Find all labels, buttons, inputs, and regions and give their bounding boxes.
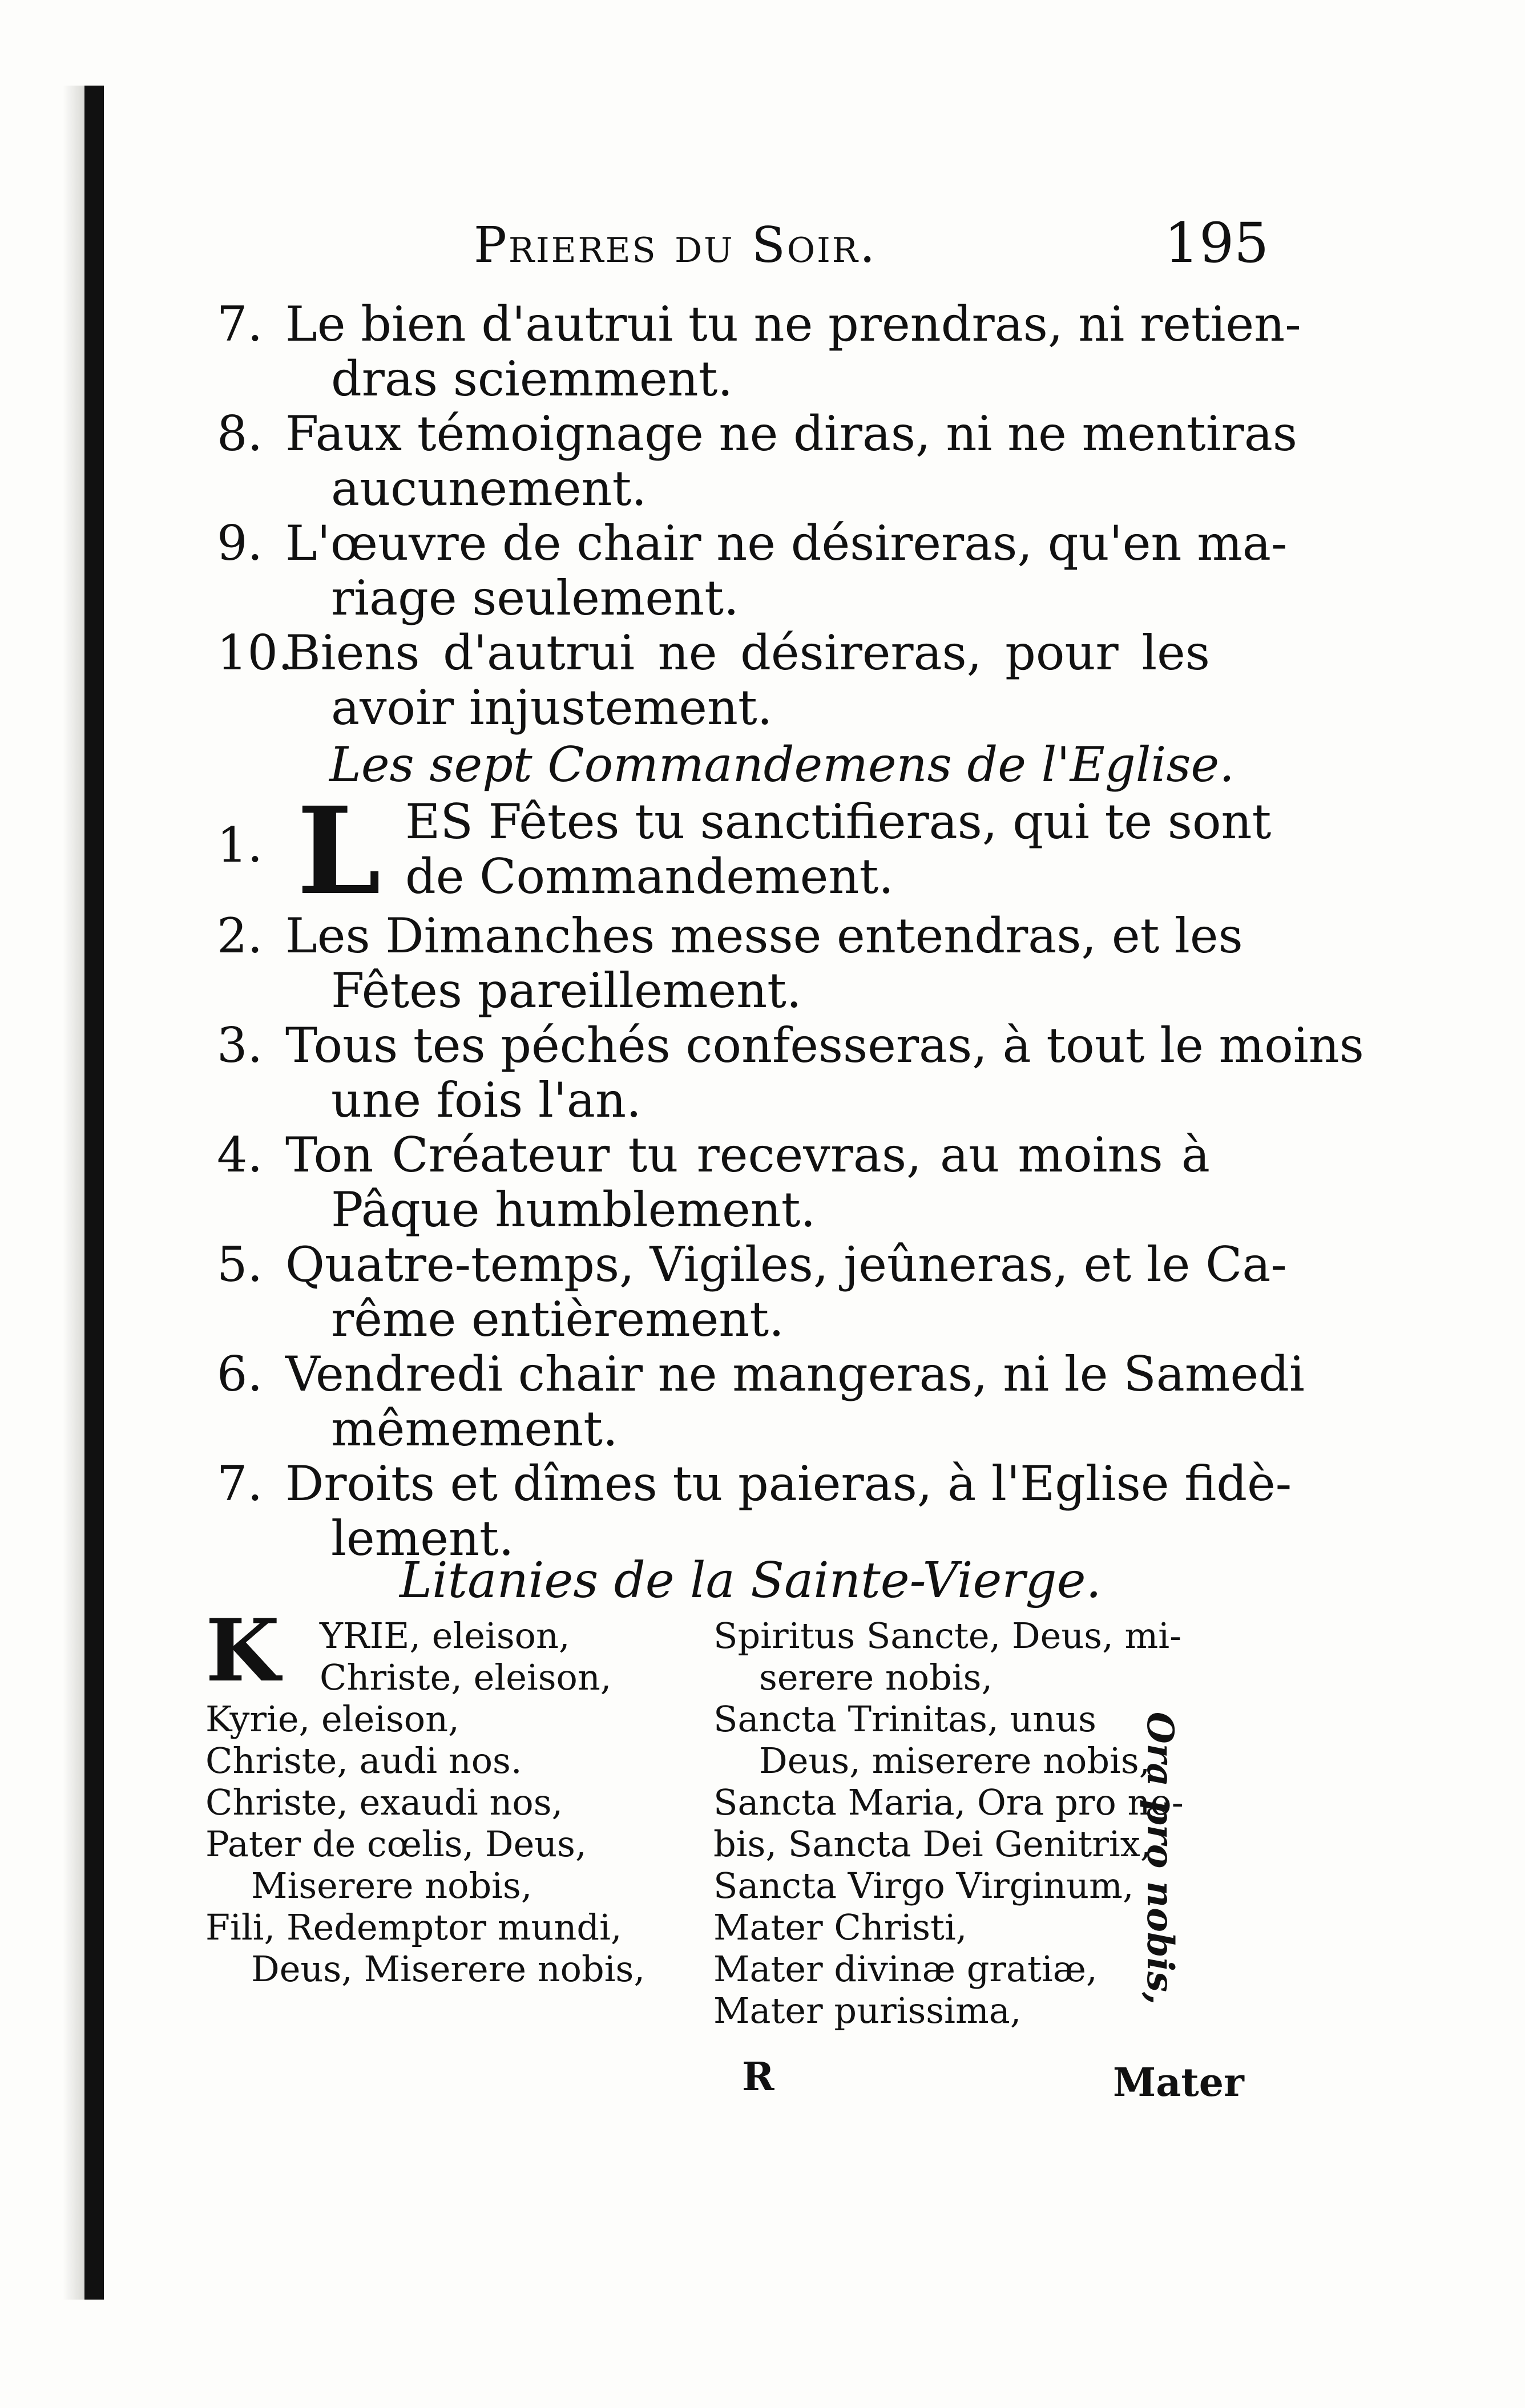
page-number: 195	[1164, 211, 1269, 275]
main-text	[217, 296, 1364, 1566]
item-line: Vendredi chair ne mangeras, ni le Samedi	[285, 1346, 1305, 1402]
litany-line: Miserere nobis,	[251, 1865, 532, 1906]
item-number: 3.	[217, 1017, 263, 1073]
commandment-item	[217, 908, 1244, 1018]
commandment-item	[217, 1237, 1287, 1347]
binding-edge	[84, 86, 104, 2300]
item-number: 4.	[217, 1127, 263, 1183]
item-number: 1.	[217, 817, 263, 873]
item-line: Ton Créateur tu recevras, au moins à	[285, 1127, 1210, 1183]
item-line: Droits et dîmes tu paieras, à l'Eglise fidè-	[285, 1456, 1292, 1512]
drop-cap: L	[297, 781, 381, 922]
litany-line: Sancta Virgo Virginum,	[713, 1865, 1134, 1906]
litany-line: Mater divinæ gratiæ,	[713, 1948, 1098, 1990]
section-heading: Les sept Commandemens de l'Eglise.	[329, 737, 1234, 793]
item-line: Biens d'autrui ne désireras, pour les	[285, 625, 1210, 681]
item-continuation: Fêtes pareillement.	[331, 963, 802, 1019]
commandment-item	[217, 406, 1298, 516]
litany-line: Deus, miserere nobis,	[759, 1740, 1151, 1781]
commandment-item	[217, 1346, 1305, 1457]
litany-line: bis, Sancta Dei Genitrix,	[713, 1823, 1152, 1865]
litany-line: Mater Christi,	[713, 1906, 967, 1948]
item-line: Les Dimanches messe entendras, et les	[285, 908, 1243, 964]
kyrie-block	[205, 1601, 696, 1701]
item-continuation: lement.	[331, 1510, 514, 1566]
item-line: ES Fêtes tu sanctifieras, qui te sont	[405, 794, 1272, 850]
item-number: 9.	[217, 515, 263, 571]
item-line: Quatre-temps, Vigiles, jeûneras, et le Ca-	[285, 1237, 1287, 1292]
item-continuation: avoir injustement.	[331, 680, 773, 736]
item-continuation: riage seulement.	[331, 570, 739, 626]
litany-line: Kyrie, eleison,	[205, 1698, 459, 1740]
litanies-heading: Litanies de la Sainte-Vierge.	[400, 1552, 1102, 1609]
litany-line: YRIE, eleison,	[320, 1615, 570, 1656]
item-line: Faux témoignage ne diras, ni ne mentiras	[285, 406, 1298, 462]
item-continuation: aucunement.	[331, 460, 647, 516]
commandment-item	[217, 1128, 1244, 1237]
commandment-item	[217, 781, 1272, 922]
item-continuation: une fois l'an.	[331, 1072, 642, 1128]
litany-line: serere nobis,	[759, 1656, 993, 1698]
drop-cap: K	[205, 1601, 280, 1701]
litany-left-column	[205, 1601, 696, 1990]
litany-line: Spiritus Sancte, Deus, mi-	[713, 1615, 1182, 1656]
response-side-text: Ora pro nobis,	[1139, 1712, 1181, 2005]
item-number: 7.	[217, 1456, 263, 1512]
item-line: Le bien d'autrui tu ne prendras, ni retien-	[285, 296, 1301, 352]
commandment-item	[217, 1456, 1292, 1566]
item-line: L'œuvre de chair ne désireras, qu'en ma-	[285, 515, 1288, 571]
commandment-item	[217, 515, 1288, 626]
catchword: Mater	[1113, 2060, 1244, 2106]
litany-line: Christe, exaudi nos,	[205, 1781, 563, 1823]
gutter-shadow	[63, 86, 86, 2300]
running-head: Prieres du Soir.	[474, 217, 877, 274]
item-continuation: de Commandement.	[405, 849, 894, 904]
item-number: 8.	[217, 406, 263, 462]
litany-line: Deus, Miserere nobis,	[251, 1948, 645, 1990]
litany-line: Fili, Redemptor mundi,	[205, 1906, 622, 1948]
item-continuation: Pâque humblement.	[331, 1182, 816, 1238]
item-number: 2.	[217, 908, 263, 964]
item-continuation: mêmement.	[331, 1401, 618, 1457]
signature-mark: R	[742, 2054, 774, 2100]
litany-line: Pater de cœlis, Deus,	[205, 1823, 587, 1865]
item-number: 6.	[217, 1346, 263, 1402]
litany-line: Sancta Trinitas, unus	[713, 1698, 1096, 1740]
item-number: 5.	[217, 1237, 263, 1292]
commandment-item	[217, 1017, 1364, 1128]
item-continuation: dras sciemment.	[331, 351, 733, 407]
commandment-item	[217, 625, 1244, 735]
litany-line: Sancta Maria, Ora pro no-	[713, 1781, 1184, 1823]
item-number: 10.	[217, 625, 293, 681]
litany-line: Christe, audi nos.	[205, 1740, 522, 1781]
commandment-item	[217, 296, 1301, 407]
litany-line: Christe, eleison,	[320, 1656, 612, 1698]
litany-line: Mater purissima,	[713, 1990, 1022, 2031]
item-continuation: rême entièrement.	[331, 1291, 784, 1347]
item-line: Tous tes péchés confesseras, à tout le moins	[285, 1017, 1364, 1073]
item-number: 7.	[217, 296, 263, 352]
